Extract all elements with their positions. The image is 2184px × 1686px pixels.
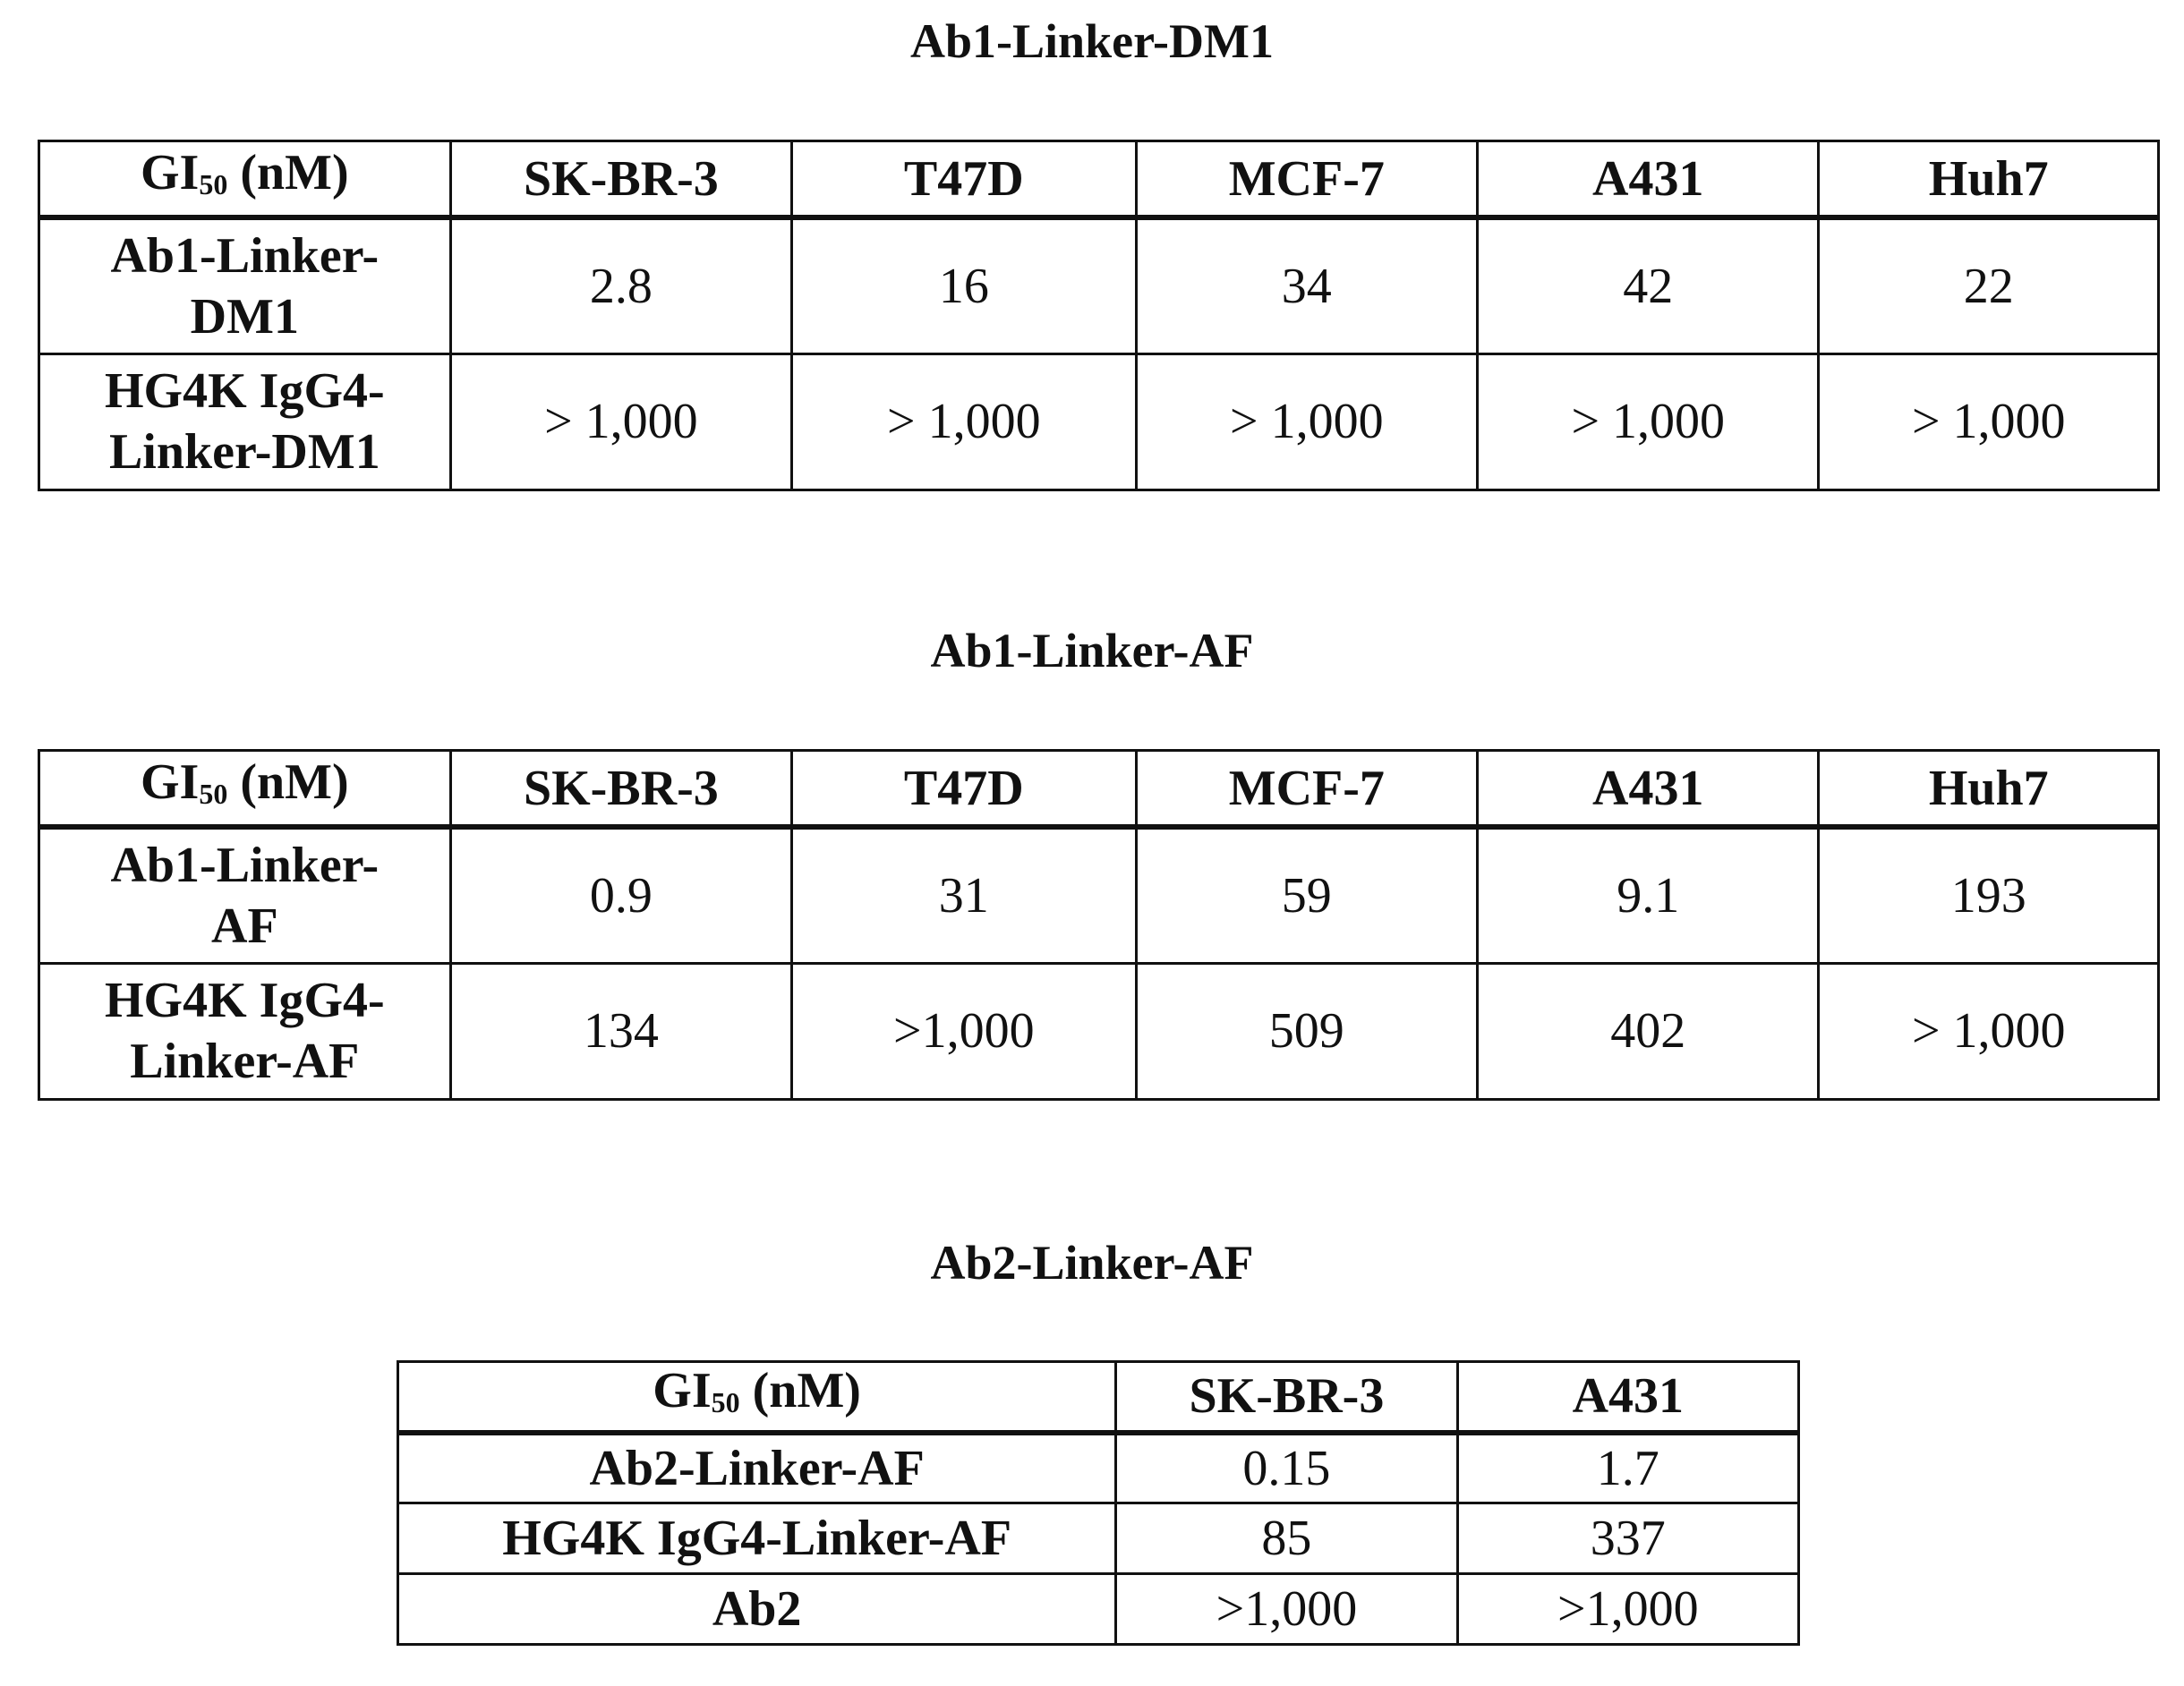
row-label: Ab2-Linker-AF (398, 1433, 1116, 1503)
header-main: GI (653, 1363, 711, 1418)
header-row (39, 141, 2159, 218)
cell: 509 (1136, 963, 1477, 1099)
table-row (39, 963, 2159, 1099)
cell: > 1,000 (1478, 353, 1819, 490)
table-row (398, 1574, 1799, 1645)
row-label: HG4K IgG4-Linker-AF (39, 963, 451, 1099)
header-unit: (nM) (227, 754, 348, 810)
row-label: Ab2 (398, 1574, 1116, 1645)
header-sub: 50 (199, 168, 227, 200)
cell: > 1,000 (1136, 353, 1477, 490)
cell: 31 (792, 827, 1137, 963)
table-row (39, 353, 2159, 490)
table-title-ab1-linker-af: Ab1-Linker-AF (0, 624, 2184, 677)
column-header: MCF-7 (1136, 751, 1477, 828)
row-label: HG4K IgG4-Linker-AF (398, 1503, 1116, 1574)
header-unit: (nM) (740, 1363, 861, 1418)
column-header: T47D (792, 141, 1136, 218)
cell: 34 (1136, 217, 1477, 353)
cell: 337 (1457, 1503, 1798, 1574)
cell: 0.9 (450, 827, 791, 963)
table-row (398, 1433, 1799, 1503)
cell: > 1,000 (1819, 353, 2159, 490)
cell: 134 (450, 963, 791, 1099)
cell: 16 (792, 217, 1136, 353)
column-header: A431 (1478, 751, 1819, 828)
table-row (398, 1503, 1799, 1574)
cell: > 1,000 (792, 353, 1136, 490)
cell: 22 (1819, 217, 2159, 353)
header-main: GI (141, 145, 199, 200)
table-row (39, 827, 2159, 963)
cell: >1,000 (792, 963, 1137, 1099)
column-header: Huh7 (1819, 751, 2159, 828)
column-header: SK-BR-3 (1116, 1362, 1457, 1433)
cell: 42 (1478, 217, 1819, 353)
table-title-ab2-linker-af: Ab2-Linker-AF (0, 1236, 2184, 1290)
cell: >1,000 (1457, 1574, 1798, 1645)
column-header: SK-BR-3 (450, 751, 791, 828)
cell: 0.15 (1116, 1433, 1457, 1503)
row-label: Ab1-Linker-AF (39, 827, 451, 963)
cell: > 1,000 (1819, 963, 2159, 1099)
cell: 85 (1116, 1503, 1457, 1574)
table-row (39, 217, 2159, 353)
header-sub: 50 (199, 778, 227, 810)
header-main: GI (141, 754, 199, 810)
header-unit: (nM) (227, 145, 348, 200)
header-sub: 50 (712, 1386, 740, 1418)
gi50-header (39, 141, 451, 218)
gi50-header (39, 751, 451, 828)
column-header: A431 (1457, 1362, 1798, 1433)
column-header: T47D (792, 751, 1137, 828)
gi50-table-ab2-linker-af (397, 1360, 1800, 1646)
gi50-table-ab1-linker-af (38, 749, 2160, 1101)
header-row (398, 1362, 1799, 1433)
cell: 9.1 (1478, 827, 1819, 963)
cell: >1,000 (1116, 1574, 1457, 1645)
column-header: Huh7 (1819, 141, 2159, 218)
row-label: HG4K IgG4-Linker-DM1 (39, 353, 451, 490)
cell: 1.7 (1457, 1433, 1798, 1503)
gi50-table-ab1-linker-dm1 (38, 140, 2160, 491)
table-title-ab1-linker-dm1: Ab1-Linker-DM1 (0, 14, 2184, 68)
column-header: SK-BR-3 (450, 141, 791, 218)
row-label: Ab1-Linker-DM1 (39, 217, 451, 353)
cell: 59 (1136, 827, 1477, 963)
gi50-header (398, 1362, 1116, 1433)
header-row (39, 751, 2159, 828)
cell: 193 (1819, 827, 2159, 963)
cell: > 1,000 (450, 353, 791, 490)
cell: 402 (1478, 963, 1819, 1099)
column-header: MCF-7 (1136, 141, 1477, 218)
column-header: A431 (1478, 141, 1819, 218)
cell: 2.8 (450, 217, 791, 353)
